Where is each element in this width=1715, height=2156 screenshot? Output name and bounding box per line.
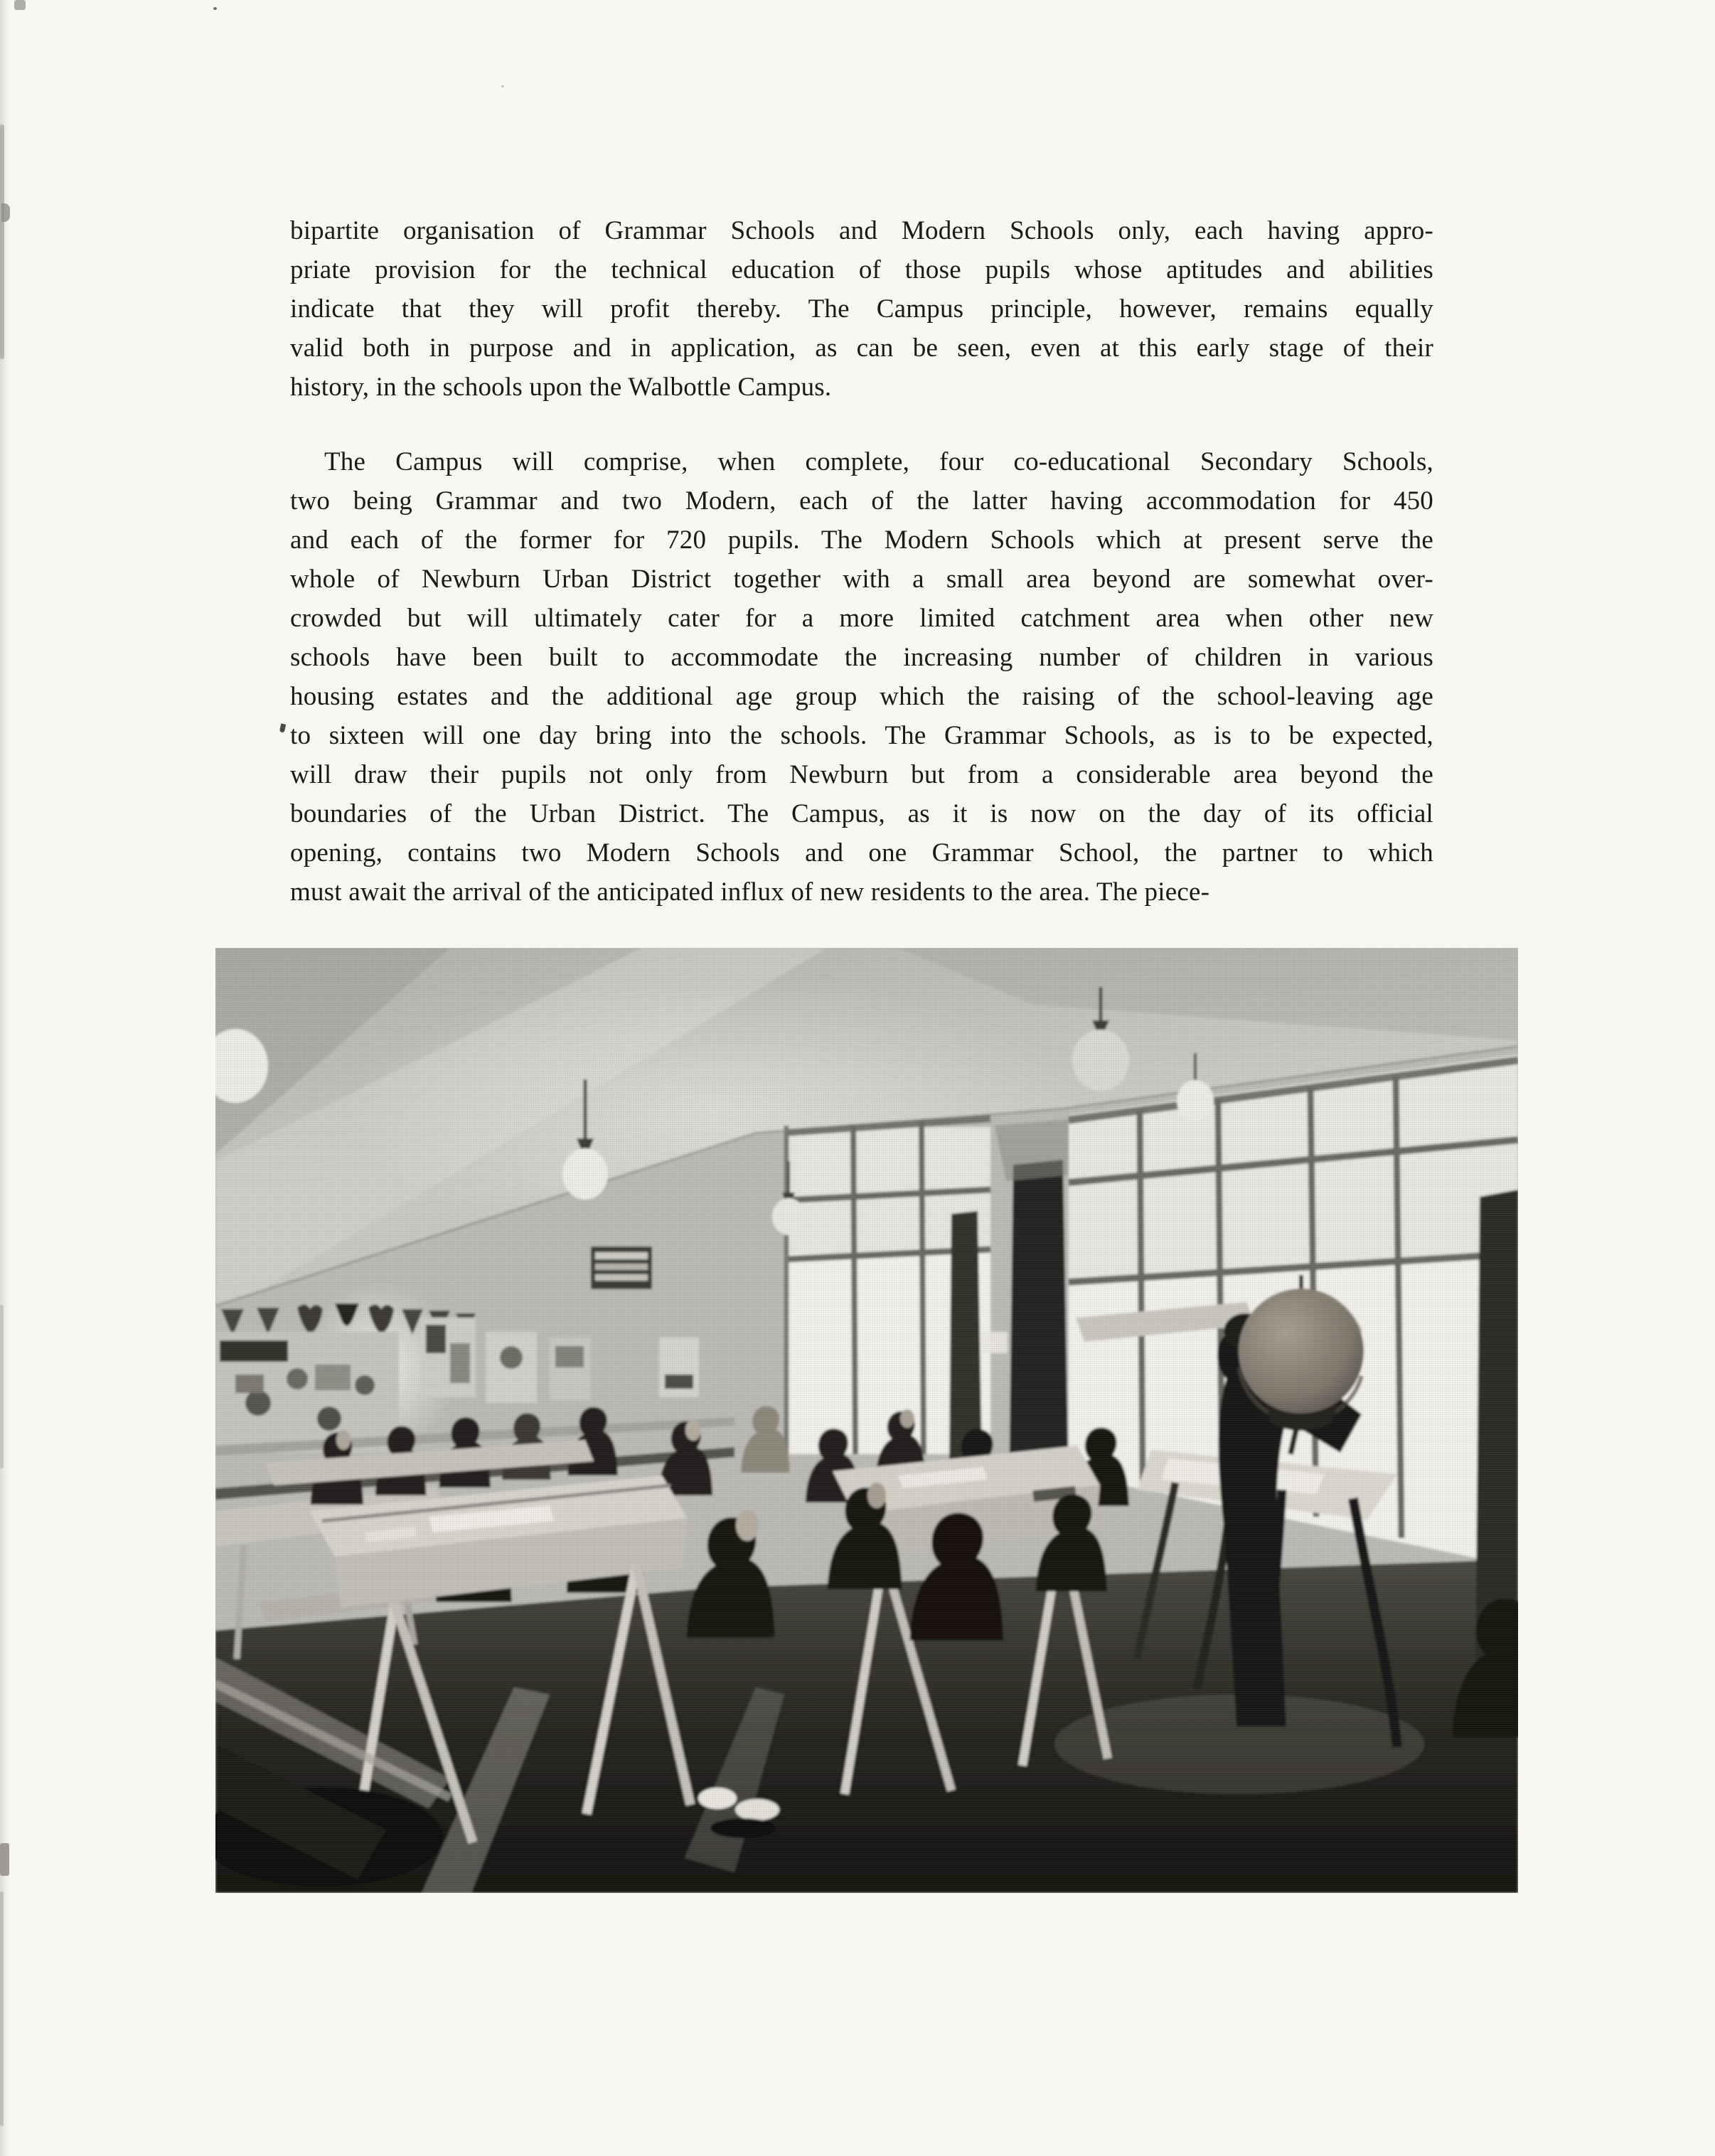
- scan-smudge: [0, 1843, 9, 1876]
- text-line: whole of Newburn Urban District together with a small area beyond are somewhat over-: [290, 565, 1433, 594]
- scan-smudge: [0, 1305, 4, 1468]
- text-line: indicate that they will profit thereby. The Campus principle, however, remains equally: [290, 294, 1433, 324]
- text-line: two being Grammar and two Modern, each of the latter having accommodation for 450: [290, 486, 1433, 516]
- scan-smudge: [1, 203, 10, 222]
- window-mullion: [1140, 1110, 1143, 1481]
- pupil-face: [336, 1430, 351, 1450]
- text-line: bipartite organisation of Grammar Schools and Modern Schools only, each having appro-: [290, 216, 1433, 245]
- white-sock: [698, 1788, 737, 1809]
- poster-collage: [215, 1332, 399, 1453]
- text-line: must await the arrival of the anticipated influx of new residents to the area. The piece-: [290, 877, 1210, 907]
- white-sock: [735, 1799, 779, 1820]
- pupil-face: [900, 1409, 914, 1428]
- text-line: will draw their pupils not only from Newburn but from a considerable area beyond the: [290, 760, 1433, 789]
- scan-speck: [501, 85, 504, 87]
- text-line: to sixteen will one day bring into the schools. The Grammar Schools, as is to be expected,: [290, 721, 1433, 750]
- paragraph-2: [290, 442, 1433, 912]
- text-line: schools have been built to accommodate the increasing number of children in various: [290, 643, 1433, 672]
- scan-smudge: [0, 1891, 4, 2126]
- scan-speck: [213, 7, 217, 10]
- shoe-shadow: [710, 1818, 776, 1838]
- text-line: history, in the schools upon the Walbottle Campus.: [290, 373, 832, 402]
- pupil-face: [685, 1419, 701, 1441]
- paragraph-1: [290, 211, 1433, 407]
- classroom-photo-art: [215, 948, 1518, 1893]
- text-line: priate provision for the technical education of those pupils whose aptitudes and abilities: [290, 255, 1433, 284]
- text-line: The Campus will comprise, when complete, four co-educational Secondary Schools,: [324, 447, 1433, 476]
- framed-picture: [591, 1247, 652, 1289]
- classroom-photograph: [215, 948, 1518, 1893]
- pillar-large: [1009, 1160, 1069, 1493]
- pillar-top-shadow: [995, 1119, 1079, 1181]
- window-mullion: [853, 1124, 855, 1454]
- text-line: opening, contains two Modern Schools and one Grammar School, the partner to which: [290, 838, 1433, 868]
- window-mullion: [921, 1120, 924, 1454]
- text-line: boundaries of the Urban District. The Campus, as it is now on the day of its official: [290, 799, 1433, 828]
- print-artifact: [279, 723, 286, 732]
- wall-notice: [982, 1332, 1008, 1353]
- text-line: and each of the former for 720 pupils. The Modern Schools which at present serve the: [290, 525, 1433, 555]
- text-block: [290, 211, 1433, 912]
- scan-smudge: [0, 124, 4, 359]
- text-line: valid both in purpose and in application, as can be seen, even at this early stage of their: [290, 333, 1433, 363]
- text-line: housing estates and the additional age group which the raising of the school-leaving age: [290, 682, 1433, 711]
- pillar: [949, 1211, 982, 1463]
- scan-smudge: [14, 0, 26, 10]
- pupil-face: [867, 1483, 886, 1508]
- pupil-face: [736, 1510, 759, 1541]
- text-line: crowded but will ultimately cater for a more limited catchment area when other new: [290, 604, 1433, 633]
